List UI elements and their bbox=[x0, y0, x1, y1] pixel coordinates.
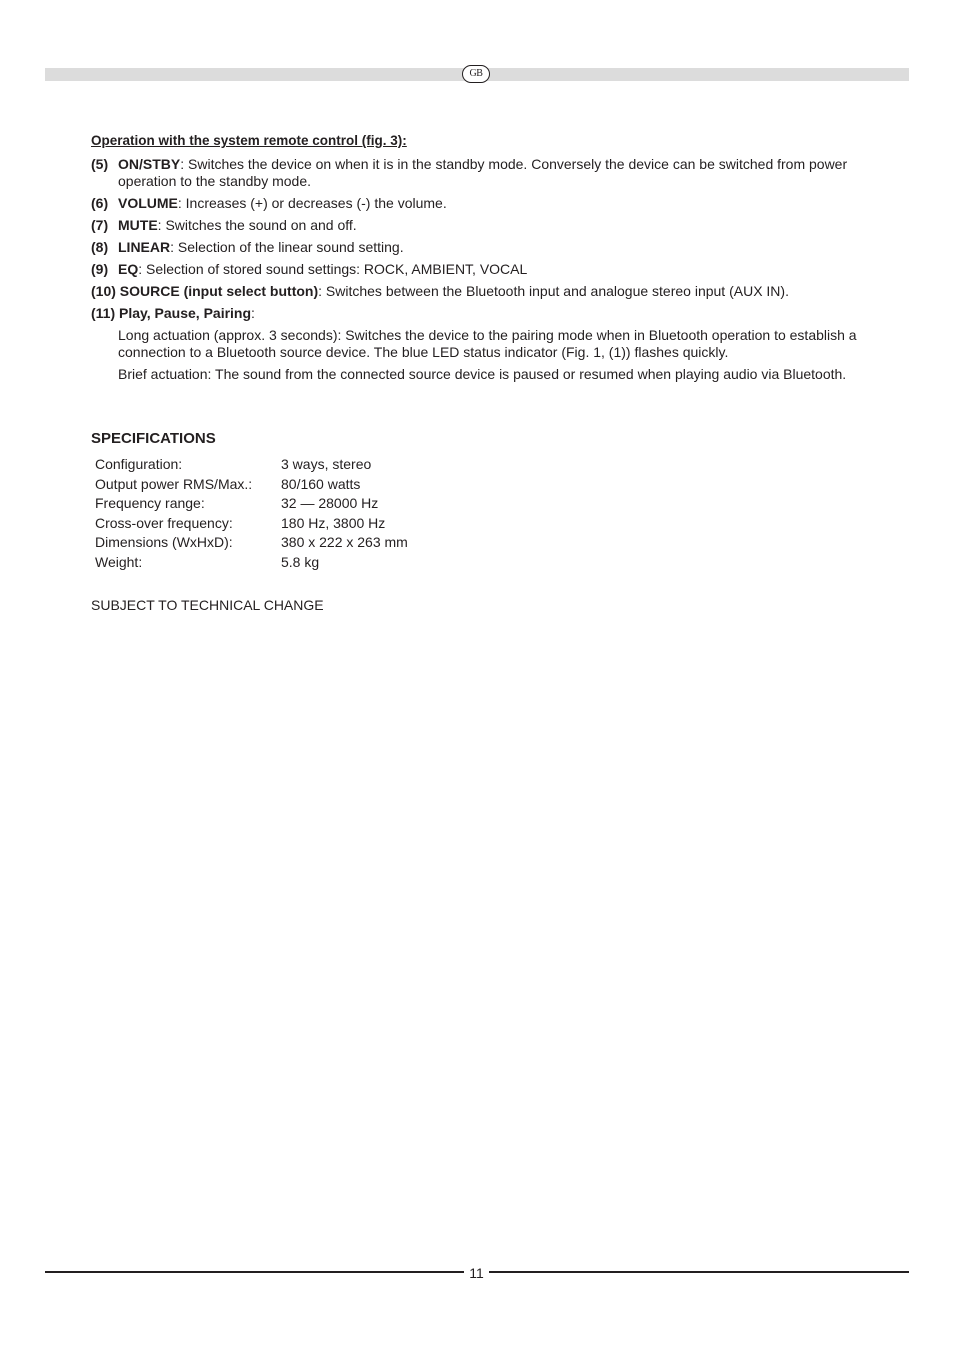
spec-label: Dimensions (WxHxD): bbox=[95, 534, 233, 551]
section-heading: Operation with the system remote control (fig. 3): bbox=[91, 133, 407, 148]
spec-value: 80/160 watts bbox=[281, 475, 361, 492]
spec-value: 3 ways, stereo bbox=[281, 456, 372, 472]
list-item-linear bbox=[91, 239, 871, 257]
item-text: : Switches between the Bluetooth input and analogue stereo input (AUX IN). bbox=[318, 283, 789, 299]
item-key: Play, Pause, Pairing bbox=[119, 305, 252, 321]
table-row bbox=[95, 456, 408, 476]
item-text: : Increases (+) or decreases (-) the volume. bbox=[177, 195, 447, 211]
footer-rule-right bbox=[489, 1271, 909, 1273]
spec-label: Output power RMS/Max.: bbox=[95, 475, 253, 492]
list-item-mute bbox=[91, 217, 871, 235]
remote-control-section bbox=[91, 131, 871, 383]
item-key: LINEAR bbox=[118, 239, 171, 255]
item-text: : Selection of stored sound settings: ROCK, AMBIENT, VOCAL bbox=[138, 261, 528, 277]
spec-label: Configuration: bbox=[95, 456, 183, 472]
brief-actuation-text: Brief actuation: The sound from the connected source device is paused or resumed when playing audio via Bluetooth. bbox=[118, 365, 847, 382]
item-text: : Switches the sound on and off. bbox=[157, 217, 357, 233]
list-item-on-stby bbox=[91, 156, 871, 191]
list-item-volume bbox=[91, 195, 871, 213]
item-number: (7) bbox=[91, 217, 109, 233]
table-row bbox=[95, 534, 408, 554]
item-number: (10) bbox=[91, 283, 116, 299]
item-number: (9) bbox=[91, 261, 109, 277]
item-key: VOLUME bbox=[118, 195, 178, 211]
item-number: (5) bbox=[91, 155, 109, 172]
specifications-table bbox=[95, 456, 408, 574]
list-item-source bbox=[91, 283, 871, 301]
spec-label: Frequency range: bbox=[95, 495, 205, 512]
table-row bbox=[95, 495, 408, 515]
specifications-title: SPECIFICATIONS bbox=[91, 430, 216, 447]
table-row bbox=[95, 554, 408, 574]
item-text: : Selection of the linear sound setting. bbox=[170, 239, 404, 255]
long-actuation-text: Long actuation (approx. 3 seconds): Switches the device to the pairing mode when in Bluetooth operation to establish a connection to a Bluetooth source device. The blue LED status indicator (Fig. 1, (1)) flashes quickly. bbox=[118, 326, 857, 360]
technical-change-note: SUBJECT TO TECHNICAL CHANGE bbox=[91, 597, 324, 613]
footer-rule-left bbox=[45, 1271, 464, 1273]
item-text: : bbox=[251, 305, 255, 321]
spec-value: 180 Hz, 3800 Hz bbox=[281, 514, 386, 531]
spec-label: Cross-over frequency: bbox=[95, 514, 233, 531]
item-key: EQ bbox=[118, 261, 139, 277]
language-badge: GB bbox=[462, 65, 490, 83]
table-row bbox=[95, 476, 408, 496]
spec-value: 5.8 kg bbox=[281, 553, 320, 570]
spec-value: 380 x 222 x 263 mm bbox=[281, 534, 408, 551]
item-key: SOURCE (input select button) bbox=[119, 283, 319, 299]
list-item-play-pause-pairing bbox=[91, 305, 871, 323]
item-key: ON/STBY bbox=[118, 155, 181, 172]
item-number: (8) bbox=[91, 239, 109, 255]
item-key: MUTE bbox=[118, 217, 158, 233]
list-item-eq bbox=[91, 261, 871, 279]
spec-label: Weight: bbox=[95, 553, 143, 570]
spec-value: 32 — 28000 Hz bbox=[281, 495, 379, 512]
page-number: 11 bbox=[469, 1265, 484, 1281]
item-text: : Switches the device on when it is in the standby mode. Conversely the device can be switched from power operation to the standby mode. bbox=[118, 155, 848, 189]
item-number: (11) bbox=[91, 305, 116, 321]
table-row bbox=[95, 515, 408, 535]
item-number: (6) bbox=[91, 195, 109, 211]
